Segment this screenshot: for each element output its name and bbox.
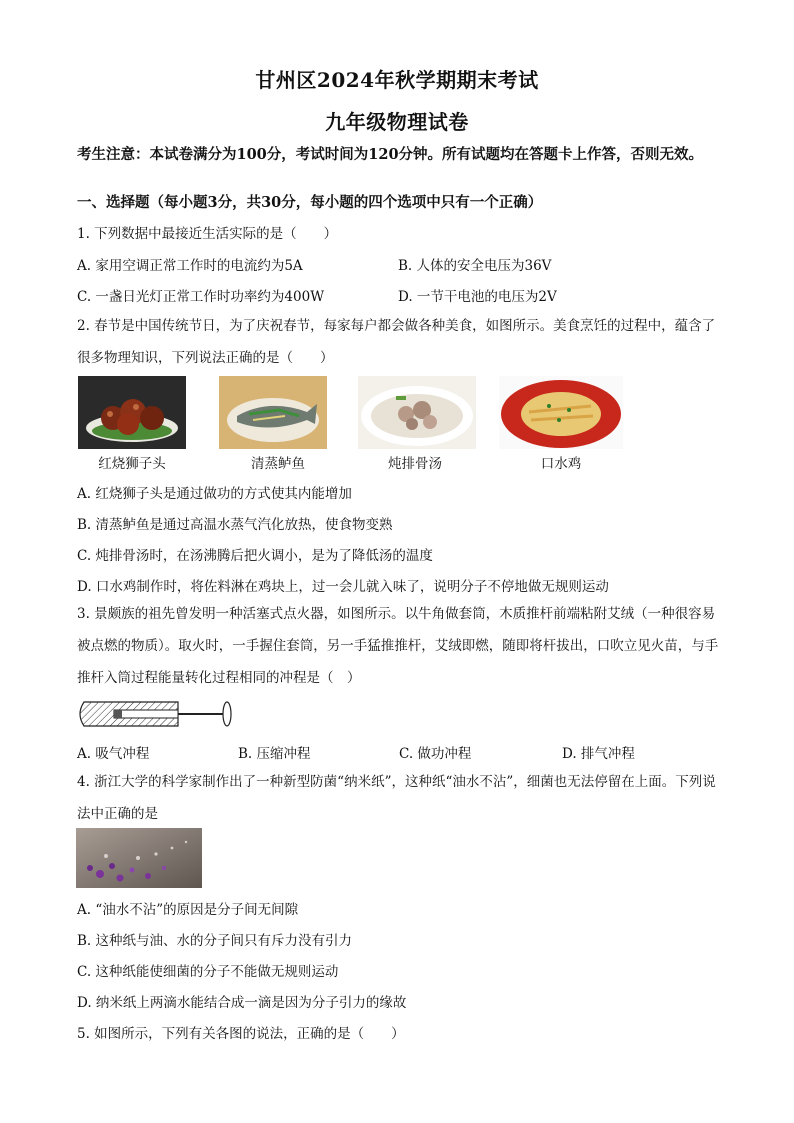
- caption-rib-soup: 炖排骨汤: [388, 456, 442, 472]
- q2-option-b: B. 清蒸鲈鱼是通过高温水蒸气汽化放热，使食物变熟: [77, 517, 393, 533]
- q1-stem: 1. 下列数据中最接近生活实际的是（ ）: [77, 226, 338, 242]
- q3-option-d: D. 排气冲程: [562, 746, 635, 762]
- q2-option-d: D. 口水鸡制作时，将佐料淋在鸡块上，过一会儿就入味了，说明分子不停地做无规则运动: [77, 579, 609, 595]
- nano-paper-photo: [76, 828, 202, 888]
- food-photo-rib-soup: [358, 376, 476, 449]
- fire-piston-diagram: [74, 698, 234, 730]
- q4-stem: 4. 浙江大学的科学家制作出了一种新型防菌“纳米纸”，这种纸“油水不沾”，细菌也无法停留在上面。下列说法中正确的是: [77, 774, 716, 822]
- caption-lion-head: 红烧狮子头: [98, 456, 166, 472]
- food-photo-saliva-chicken: [499, 376, 623, 449]
- q5-stem: 5. 如图所示，下列有关各图的说法，正确的是（ ）: [77, 1026, 405, 1042]
- q1-option-b: B. 人体的安全电压为36V: [398, 258, 552, 274]
- q1-option-d: D. 一节干电池的电压为2V: [398, 289, 557, 305]
- caption-steamed-fish: 清蒸鲈鱼: [251, 456, 305, 472]
- q2-option-a: A. 红烧狮子头是通过做功的方式使其内能增加: [77, 486, 352, 502]
- q4-option-d: D. 纳米纸上两滴水能结合成一滴是因为分子引力的缘故: [77, 995, 407, 1011]
- q3-option-c: C. 做功冲程: [399, 746, 472, 762]
- q2-option-c: C. 炖排骨汤时，在汤沸腾后把火调小，是为了降低汤的温度: [77, 548, 433, 564]
- food-photo-lion-head: [78, 376, 186, 449]
- exam-subtitle: 九年级物理试卷: [325, 110, 469, 134]
- q3-stem: 3. 景颇族的祖先曾发明一种活塞式点火器，如图所示。以牛角做套筒，木质推杆前端粘附艾绒（一种很容易被点燃的物质）。取火时，一手握住套筒，另一手猛推推杆，艾绒即燃，随即将杆拔出，口吹立见火苗，与手推杆入筒过程能量转化过程相同的冲程是（ ）: [77, 606, 719, 686]
- exam-title: 甘州区2024年秋学期期末考试: [255, 68, 539, 92]
- section-heading: 一、选择题（每小题3分，共30分，每小题的四个选项中只有一个正确）: [77, 194, 543, 211]
- q3-option-a: A. 吸气冲程: [77, 746, 150, 762]
- q2-stem: 2. 春节是中国传统节日，为了庆祝春节，每家每户都会做各种美食，如图所示。美食烹饪的过程中，蕴含了很多物理知识，下列说法正确的是（ ）: [77, 318, 716, 366]
- q1-option-c: C. 一盏日光灯正常工作时功率约为400W: [77, 289, 325, 305]
- q4-option-b: B. 这种纸与油、水的分子间只有斥力没有引力: [77, 933, 353, 949]
- q3-option-b: B. 压缩冲程: [238, 746, 311, 762]
- caption-saliva-chicken: 口水鸡: [540, 456, 582, 472]
- q4-option-c: C. 这种纸能使细菌的分子不能做无规则运动: [77, 964, 339, 980]
- food-photo-steamed-fish: [219, 376, 327, 449]
- q1-option-a: A. 家用空调正常工作时的电流约为5A: [77, 258, 303, 274]
- exam-notice: 考生注意：本试卷满分为100分，考试时间为120分钟。所有试题均在答题卡上作答，否则无效。: [77, 146, 704, 163]
- q4-option-a: A. “油水不沾”的原因是分子间无间隙: [77, 902, 299, 918]
